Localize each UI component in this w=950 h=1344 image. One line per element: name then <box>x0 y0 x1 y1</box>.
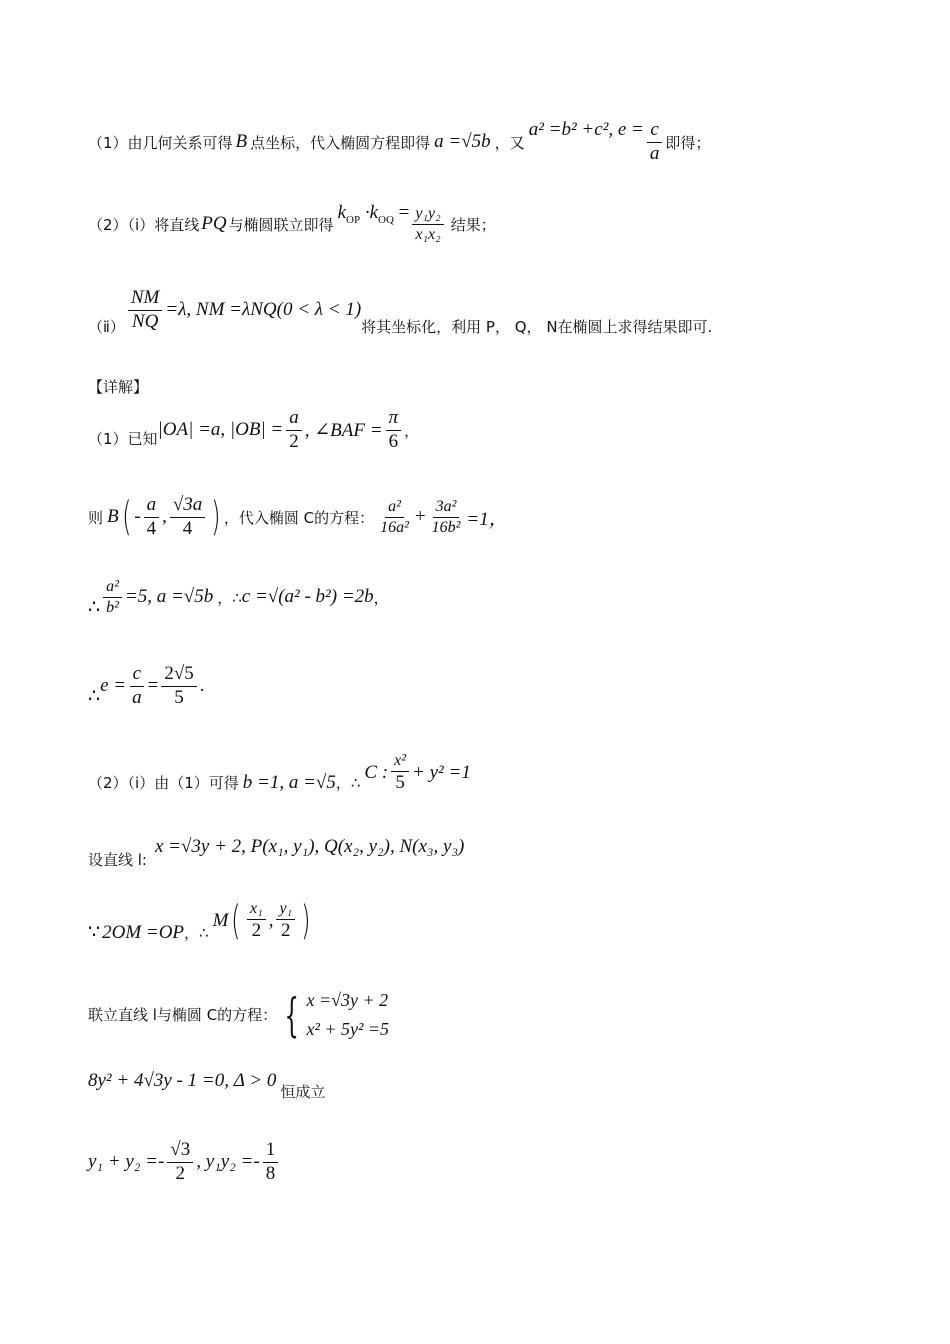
fraction-denominator: 8 <box>265 1162 276 1184</box>
fraction-numerator: y₁y₂ <box>412 205 443 225</box>
fraction-denominator: NQ <box>131 310 159 332</box>
slope-k: k <box>337 202 346 224</box>
detail1-suffix: ， <box>404 421 420 440</box>
fraction-numerator: NM <box>128 288 163 311</box>
detail3-suffix: ， <box>373 588 389 607</box>
fraction-numerator: a <box>286 408 302 431</box>
detail-heading <box>88 376 148 397</box>
detail9-equation: 8y² + 4√3y - 1 =0, Δ > 0 <box>88 1070 277 1091</box>
detail-line-5 <box>88 752 471 793</box>
hint3-equation: =λ, NM =λNQ(0 < λ < 1) <box>165 299 362 321</box>
left-brace: { <box>284 987 300 1042</box>
hint1-equation2: a² =b² +c², e = <box>528 119 644 141</box>
hint2-pq: PQ <box>201 213 227 235</box>
detail5-c: C : <box>364 761 389 783</box>
fraction-numerator: a² <box>103 578 122 598</box>
fraction-denominator: 2 <box>175 1162 186 1184</box>
detail7-mid: ，∴ <box>184 924 209 943</box>
detail2-mid: ，代入椭圆 C的方程： <box>223 508 375 527</box>
detail3-fraction <box>103 578 122 616</box>
hint1-point-b: B <box>235 131 248 153</box>
fraction-numerator: x₁ <box>247 900 266 920</box>
hint3-prefix: （ⅱ） <box>88 317 125 336</box>
detail5-fraction <box>391 752 409 793</box>
equation-system <box>277 986 389 1044</box>
detail2-fraction-4 <box>429 498 464 536</box>
fraction-denominator: 5 <box>174 686 184 708</box>
fraction-numerator: π <box>386 408 402 431</box>
fraction-denominator: 2 <box>281 919 291 941</box>
detail-line-6 <box>88 836 465 869</box>
slope-equals: = <box>398 202 410 224</box>
slope-sub-op: OP <box>346 213 361 226</box>
hint2-fraction <box>412 205 443 243</box>
hint2-slope <box>338 202 410 226</box>
detail-line-7: ∵ 2OM =OP ，∴ M ( $\frac{\text{x₁}}{2}$ , $\frac{\text{y₁}}{2}$ ) <box>88 897 311 944</box>
fraction-numerator: c <box>130 664 144 687</box>
detail1-fraction-pi-6 <box>386 408 402 453</box>
detail-heading-text: 【详解】 <box>88 378 149 396</box>
detail2-fraction-3 <box>377 498 412 536</box>
hint1-fraction <box>647 120 663 165</box>
detail1-equation: |OA| =a, |OB| = <box>157 419 284 441</box>
fraction-numerator: a <box>144 495 160 518</box>
fraction-numerator: x² <box>391 752 409 772</box>
slope-k2: ·k <box>364 202 378 224</box>
hint1-suffix: 即得； <box>665 133 711 152</box>
detail4-equals: = <box>147 675 159 697</box>
detail2-minus: - <box>134 506 141 528</box>
detail-line-9 <box>88 1070 326 1101</box>
hint2-mid: 与椭圆联立即得 <box>228 215 334 234</box>
hint1-equation: a =√5b <box>434 131 491 153</box>
detail6-prefix: 设直线 l: <box>88 850 147 869</box>
fraction-denominator: 2 <box>251 919 262 941</box>
detail7-fraction-y <box>276 900 295 941</box>
detail7-equation: 2OM =OP <box>102 921 185 943</box>
detail10-equation1: y₁ + y₂ =- <box>88 1151 165 1173</box>
hint-line-2 <box>88 202 496 243</box>
detail2-plus: + <box>414 506 426 528</box>
detail7-m: M <box>212 909 229 931</box>
detail2-fraction-y <box>170 495 205 540</box>
therefore-symbol: ∴ <box>88 596 101 618</box>
fraction-denominator: b² <box>106 598 119 616</box>
detail7-fraction-x <box>247 900 266 941</box>
right-paren: ) <box>301 897 311 944</box>
fraction-denominator: x₁x₂ <box>415 225 441 243</box>
fraction-denominator: a <box>132 686 142 708</box>
detail1-angle: , ∠BAF = <box>304 419 383 441</box>
hint3-suffix: 将其坐标化，利用 P， Q， N在椭圆上求得结果即可. <box>361 317 713 336</box>
detail4-fraction-c-a <box>129 664 145 709</box>
detail3-equation2: c =√(a² - b²) =2b <box>241 586 374 608</box>
detail2-point-b: B <box>107 506 119 528</box>
detail4-e: e = <box>100 675 127 697</box>
fraction-numerator: √3 <box>167 1140 193 1163</box>
fraction-numerator: 1 <box>263 1140 279 1163</box>
detail5-equation: b =1, a =√5 <box>242 771 336 793</box>
fraction-numerator: √3a <box>170 495 205 518</box>
detail9-suffix: 恒成立 <box>280 1082 326 1101</box>
fraction-denominator: 6 <box>388 430 399 452</box>
detail-line-3 <box>88 578 389 616</box>
detail8-prefix: 联立直线 l与椭圆 C的方程： <box>88 1006 278 1025</box>
fraction-denominator: 16a² <box>380 518 409 536</box>
detail1-fraction-a-2 <box>286 408 302 453</box>
hint-line-3 <box>88 287 713 336</box>
fraction-numerator: 2√5 <box>161 664 196 687</box>
detail6-equation: x =√3y + 2, P(x₁, y₁), Q(x₂, y₂), N(x₃, y₃) <box>155 836 465 857</box>
fraction-numerator: y₁ <box>276 900 295 920</box>
detail2-fraction-x <box>144 495 160 540</box>
detail5-prefix: （2）（ⅰ）由（1）可得 <box>88 774 239 793</box>
detail3-mid: ，∴ <box>217 588 242 607</box>
detail10-fraction-2 <box>263 1140 279 1185</box>
detail10-equation2: , y₁y₂ =- <box>196 1151 260 1173</box>
detail1-prefix: （1）已知 <box>88 429 158 448</box>
fraction-denominator: 4 <box>146 517 157 539</box>
system-row-2: x² + 5y² =5 <box>306 1018 390 1039</box>
fraction-denominator: 16b² <box>431 518 461 536</box>
system-row-1: x =√3y + 2 <box>306 990 389 1010</box>
detail-line-2: 则 B ( - $\frac{a}{4}$ , $\frac{√3a}{4}$ ) ，代入椭圆 C的方程： $\frac{\text{a²}}{\text{16a²}}$ + $\frac{\text{3a²}}{\text{16b²}}$ =1， <box>88 494 508 541</box>
detail4-period: . <box>199 675 205 697</box>
hint2-prefix: （2）（ⅰ）将直线 <box>88 215 200 234</box>
hint3-fraction <box>128 288 163 333</box>
detail2-prefix: 则 <box>88 508 104 527</box>
detail-line-4 <box>88 664 205 709</box>
fraction-denominator: 5 <box>395 771 405 793</box>
hint1-mid: 点坐标，代入椭圆方程即得 <box>250 133 431 152</box>
hint-line-1 <box>88 120 710 165</box>
detail-line-8 <box>88 986 389 1044</box>
detail3-equation: =5, a =√5b <box>124 586 214 608</box>
detail5-mid: ，∴ <box>335 774 361 793</box>
fraction-denominator: 2 <box>289 430 299 452</box>
hint1-comma: ，又 <box>494 133 525 152</box>
fraction-numerator: c <box>647 120 661 143</box>
fraction-numerator: 3a² <box>433 498 460 518</box>
detail-line-1 <box>88 408 419 453</box>
fraction-numerator: a² <box>385 498 404 518</box>
hint2-suffix: 结果； <box>450 215 496 234</box>
because-symbol: ∵ <box>88 922 101 944</box>
detail5-equation2: + y² =1 <box>412 761 471 783</box>
fraction-denominator: a <box>649 142 660 164</box>
left-paren: ( <box>231 897 241 944</box>
fraction-denominator: 4 <box>182 517 193 539</box>
detail2-equals: =1， <box>466 508 508 530</box>
right-paren: ) <box>211 494 221 541</box>
detail10-fraction-1 <box>167 1140 193 1185</box>
hint1-prefix: （1）由几何关系可得 <box>88 133 233 152</box>
slope-sub-oq: OQ <box>378 213 394 226</box>
detail-line-10 <box>88 1140 281 1185</box>
detail4-fraction-result <box>161 664 196 709</box>
left-paren: ( <box>121 494 132 541</box>
therefore-symbol: ∴ <box>88 685 101 707</box>
